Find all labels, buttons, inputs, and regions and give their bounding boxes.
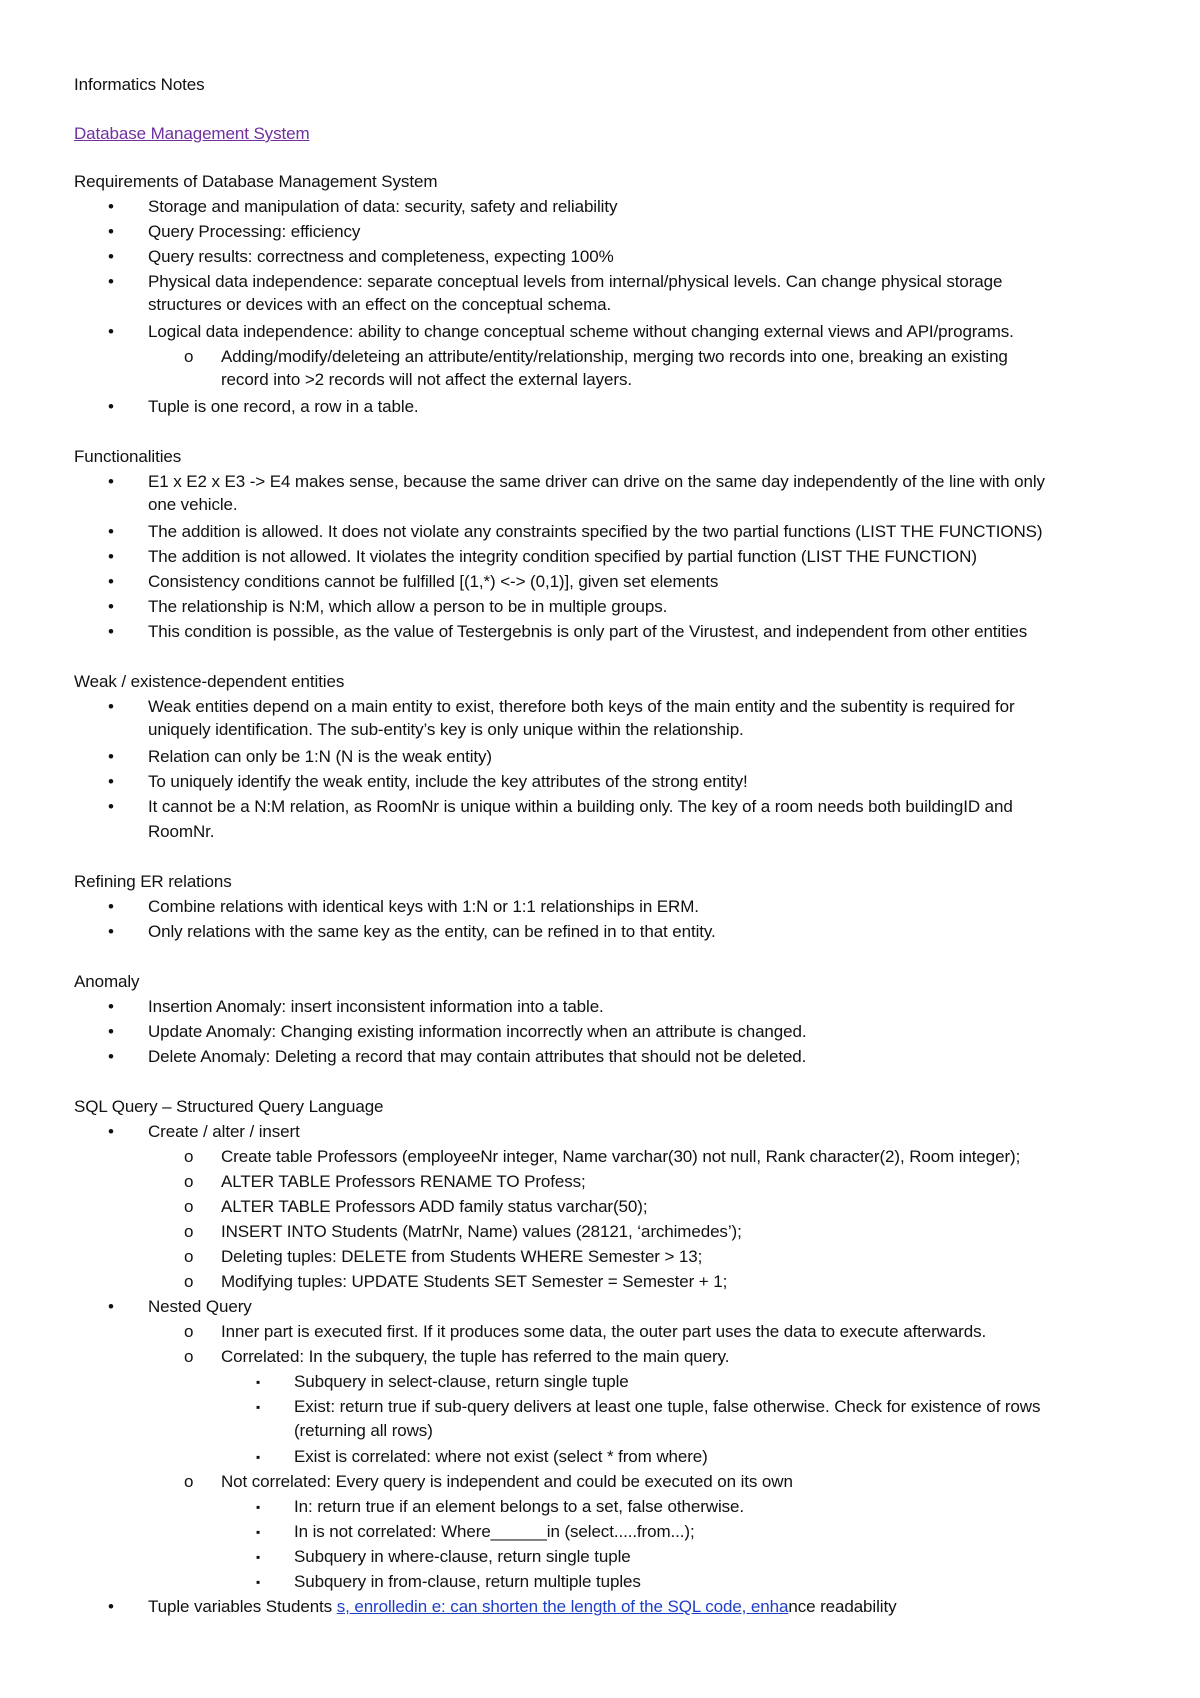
list-item: Combine relations with identical keys with 1:N or 1:1 relationships in ERM. <box>148 897 699 916</box>
list-item: E1 x E2 x E3 -> E4 makes sense, because the same driver can drive on the same day independently of the line with only <box>148 472 1045 491</box>
list-item: This condition is possible, as the value of Testergebnis is only part of the Virustest, and independent from other entities <box>148 622 1028 641</box>
list-item-continuation: structures or devices with an effect on the conceptual schema. <box>148 295 612 314</box>
sub-bullet-marker: o <box>184 1147 194 1166</box>
bullet-marker: • <box>108 922 114 941</box>
sub-sub-bullet-marker: ▪ <box>256 1450 261 1464</box>
list-item: Logical data independence: ability to change conceptual scheme without changing external views and API/programs. <box>148 322 1014 341</box>
list-item: The relationship is N:M, which allow a person to be in multiple groups. <box>148 597 668 616</box>
section-heading: Requirements of Database Management System <box>74 172 438 191</box>
bullet-marker: • <box>108 597 114 616</box>
bullet-marker: • <box>108 797 114 816</box>
list-item-continuation: RoomNr. <box>148 822 215 841</box>
section-heading: Anomaly <box>74 972 140 991</box>
bullet-marker: • <box>108 197 114 216</box>
sub-list-item: Create table Professors (employeeNr integer, Name varchar(30) not null, Rank character(2), Room integer); <box>221 1147 1021 1166</box>
bullet-marker: • <box>108 222 114 241</box>
list-item: The addition is not allowed. It violates the integrity condition specified by partial function (LIST THE FUNCTION) <box>148 547 977 566</box>
list-item: It cannot be a N:M relation, as RoomNr is unique within a building only. The key of a room needs both buildingID and <box>148 797 1013 816</box>
sub-list-item: Adding/modify/deleteing an attribute/entity/relationship, merging two records into one, breaking an existing <box>221 347 1008 366</box>
bullet-marker: • <box>108 397 114 416</box>
sub-bullet-marker: o <box>184 1347 194 1366</box>
list-item-text: nce readability <box>788 1597 897 1616</box>
bullet-marker: • <box>108 247 114 266</box>
sub-sub-bullet-marker: ▪ <box>256 1400 261 1414</box>
sub-bullet-marker: o <box>184 1272 194 1291</box>
list-item-continuation: uniquely identification. The sub-entity’s key is only unique within the relationship. <box>148 720 744 739</box>
list-item: Weak entities depend on a main entity to exist, therefore both keys of the main entity and the subentity is required for <box>148 697 1015 716</box>
list-item: Relation can only be 1:N (N is the weak entity) <box>148 747 492 766</box>
bullet-marker: • <box>108 897 114 916</box>
sub-sub-bullet-marker: ▪ <box>256 1525 261 1539</box>
list-item-continuation: one vehicle. <box>148 495 238 514</box>
list-item <box>148 1596 896 1618</box>
sub-list-item: ALTER TABLE Professors RENAME TO Profess; <box>221 1172 586 1191</box>
sub-bullet-marker: o <box>184 1197 194 1216</box>
sub-list-item: Correlated: In the subquery, the tuple has referred to the main query. <box>221 1347 730 1366</box>
bullet-marker: • <box>108 1122 114 1141</box>
bullet-marker: • <box>108 1047 114 1066</box>
bullet-marker: • <box>108 522 114 541</box>
list-item: Tuple is one record, a row in a table. <box>148 397 419 416</box>
sub-list-item: ALTER TABLE Professors ADD family status varchar(50); <box>221 1197 648 1216</box>
bullet-marker: • <box>108 472 114 491</box>
sub-list-item-continuation: record into >2 records will not affect the external layers. <box>221 370 632 389</box>
bullet-marker: • <box>108 1297 114 1316</box>
sub-sub-bullet-marker: ▪ <box>256 1500 261 1514</box>
sub-sub-list-item: Subquery in from-clause, return multiple tuples <box>294 1572 641 1591</box>
hyperlink-text[interactable]: s, enrolledin e: can shorten the length of the SQL code, enha <box>336 1597 789 1616</box>
sub-sub-bullet-marker: ▪ <box>256 1575 261 1589</box>
sub-list-item: Modifying tuples: UPDATE Students SET Semester = Semester + 1; <box>221 1272 728 1291</box>
list-item: Physical data independence: separate conceptual levels from internal/physical levels. Can change physical storage <box>148 272 1003 291</box>
sub-bullet-marker: o <box>184 1222 194 1241</box>
sub-sub-list-item: Exist is correlated: where not exist (select * from where) <box>294 1447 708 1466</box>
list-item: Update Anomaly: Changing existing information incorrectly when an attribute is changed. <box>148 1022 807 1041</box>
section-heading: SQL Query – Structured Query Language <box>74 1097 384 1116</box>
list-item: Query results: correctness and completeness, expecting 100% <box>148 247 614 266</box>
sub-sub-list-item: Subquery in where-clause, return single tuple <box>294 1547 631 1566</box>
bullet-marker: • <box>108 772 114 791</box>
list-item: Create / alter / insert <box>148 1122 300 1141</box>
list-item: Storage and manipulation of data: security, safety and reliability <box>148 197 618 216</box>
list-item: Insertion Anomaly: insert inconsistent information into a table. <box>148 997 604 1016</box>
list-item: Nested Query <box>148 1297 252 1316</box>
list-item: Consistency conditions cannot be fulfilled [(1,*) <-> (0,1)], given set elements <box>148 572 719 591</box>
section-heading: Functionalities <box>74 447 182 466</box>
sub-bullet-marker: o <box>184 1472 194 1491</box>
sub-bullet-marker: o <box>184 1247 194 1266</box>
sub-sub-bullet-marker: ▪ <box>256 1550 261 1564</box>
bullet-marker: • <box>108 272 114 291</box>
sub-list-item: Inner part is executed first. If it produces some data, the outer part uses the data to execute afterwards. <box>221 1322 987 1341</box>
sub-sub-list-item-continuation: (returning all rows) <box>294 1421 433 1440</box>
sub-bullet-marker: o <box>184 1172 194 1191</box>
sub-sub-list-item: In is not correlated: Where______in (select.....from...); <box>294 1522 695 1541</box>
sub-sub-list-item: Exist: return true if sub-query delivers at least one tuple, false otherwise. Check for existence of rows <box>294 1397 1041 1416</box>
list-item: To uniquely identify the weak entity, include the key attributes of the strong entity! <box>148 772 748 791</box>
bullet-marker: • <box>108 322 114 341</box>
section-heading: Refining ER relations <box>74 872 232 891</box>
sub-sub-list-item: Subquery in select-clause, return single tuple <box>294 1372 629 1391</box>
list-item: Only relations with the same key as the entity, can be refined in to that entity. <box>148 922 716 941</box>
section-heading: Weak / existence-dependent entities <box>74 672 345 691</box>
bullet-marker: • <box>108 547 114 566</box>
sub-sub-bullet-marker: ▪ <box>256 1375 261 1389</box>
list-item: Query Processing: efficiency <box>148 222 361 241</box>
bullet-marker: • <box>108 1022 114 1041</box>
list-item-text: Tuple variables Students <box>148 1597 337 1616</box>
bullet-marker: • <box>108 697 114 716</box>
heading-link[interactable]: Database Management System <box>74 124 310 143</box>
sub-list-item: Deleting tuples: DELETE from Students WHERE Semester > 13; <box>221 1247 703 1266</box>
list-item: The addition is allowed. It does not violate any constraints specified by the two partial functions (LIST THE FUNCTIONS) <box>148 522 1043 541</box>
sub-sub-list-item: In: return true if an element belongs to a set, false otherwise. <box>294 1497 745 1516</box>
sub-list-item: INSERT INTO Students (MatrNr, Name) values (28121, ‘archimedes’); <box>221 1222 742 1241</box>
sub-list-item: Not correlated: Every query is independent and could be executed on its own <box>221 1472 793 1491</box>
list-item: Delete Anomaly: Deleting a record that may contain attributes that should not be deleted. <box>148 1047 807 1066</box>
bullet-marker: • <box>108 1597 114 1616</box>
bullet-marker: • <box>108 572 114 591</box>
bullet-marker: • <box>108 997 114 1016</box>
bullet-marker: • <box>108 622 114 641</box>
bullet-marker: • <box>108 747 114 766</box>
sub-bullet-marker: o <box>184 347 194 366</box>
sub-bullet-marker: o <box>184 1322 194 1341</box>
document-title: Informatics Notes <box>74 75 205 94</box>
